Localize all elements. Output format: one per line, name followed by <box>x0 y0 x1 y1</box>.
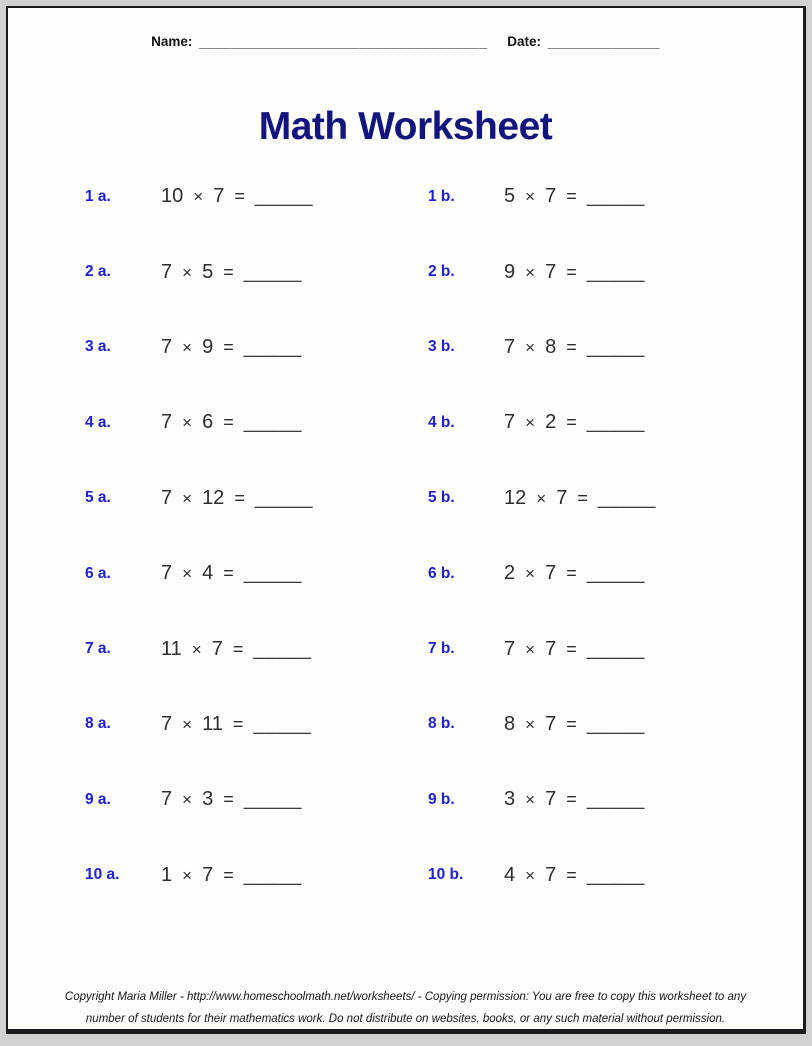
factor1: 7 <box>161 486 173 509</box>
answer-blank: _____ <box>586 335 645 358</box>
name-blank-line: ____________________________________ <box>199 34 488 49</box>
problem-10a <box>85 838 428 913</box>
worksheet-page <box>6 6 806 1034</box>
equals-sign: = <box>223 412 234 433</box>
multiply-icon: × <box>191 639 202 659</box>
problem-expression <box>504 336 645 359</box>
problem-5b <box>428 461 771 536</box>
problem-number-label: 9 b. <box>428 790 455 808</box>
answer-blank: _____ <box>243 562 302 585</box>
multiply-icon: × <box>182 262 193 282</box>
factor2: 7 <box>545 185 557 208</box>
multiply-icon: × <box>193 187 204 207</box>
page-title: Math Worksheet <box>258 105 553 148</box>
answer-blank: _____ <box>243 260 302 283</box>
equals-sign: = <box>234 487 245 508</box>
problem-9a <box>85 762 428 837</box>
problem-3b <box>428 310 771 385</box>
factor2: 7 <box>545 712 557 735</box>
problem-8b <box>428 687 771 762</box>
equals-sign: = <box>223 789 234 810</box>
factor1: 1 <box>161 863 173 886</box>
answer-blank: _____ <box>243 863 302 886</box>
equals-sign: = <box>566 864 577 885</box>
multiply-icon: × <box>182 488 193 508</box>
factor1: 4 <box>504 863 516 886</box>
factor1: 7 <box>161 260 173 283</box>
equals-sign: = <box>566 713 577 734</box>
problem-grid <box>85 159 771 913</box>
equals-sign: = <box>223 864 234 885</box>
factor1: 7 <box>161 562 173 585</box>
answer-blank: _____ <box>597 486 656 509</box>
factor2: 6 <box>202 411 214 434</box>
multiply-icon: × <box>525 714 536 734</box>
multiply-icon: × <box>182 337 193 357</box>
problem-expression <box>504 185 645 208</box>
name-label: Name: <box>151 34 193 49</box>
problem-number-label: 7 a. <box>85 640 111 658</box>
factor1: 3 <box>504 788 516 811</box>
factor1: 7 <box>504 411 516 434</box>
answer-blank: _____ <box>254 185 313 208</box>
factor1: 9 <box>504 260 516 283</box>
factor2: 11 <box>202 712 223 735</box>
answer-blank: _____ <box>586 185 645 208</box>
problem-number-label: 5 b. <box>428 489 455 507</box>
factor1: 8 <box>504 712 516 735</box>
answer-blank: _____ <box>586 637 645 660</box>
factor2: 8 <box>545 335 557 358</box>
problem-number-label: 5 a. <box>85 489 111 507</box>
answer-blank: _____ <box>586 863 645 886</box>
equals-sign: = <box>223 563 234 584</box>
copyright-footer <box>8 986 803 1030</box>
problem-expression <box>161 336 302 359</box>
multiply-icon: × <box>182 865 193 885</box>
equals-sign: = <box>223 336 234 357</box>
problem-8a <box>85 687 428 762</box>
problem-expression <box>504 261 645 284</box>
factor2: 7 <box>202 863 214 886</box>
problem-number-label: 8 a. <box>85 715 111 733</box>
problem-7a <box>85 611 428 686</box>
multiply-icon: × <box>182 714 193 734</box>
problem-number-label: 6 a. <box>85 564 111 582</box>
copyright-line-2: number of students for their mathematics work. Do not distribute on websites, books, or any such material without permission. <box>85 1013 726 1025</box>
equals-sign: = <box>566 412 577 433</box>
problem-1b <box>428 159 771 234</box>
equals-sign: = <box>232 638 244 659</box>
problem-4a <box>85 385 428 460</box>
multiply-icon: × <box>525 262 536 282</box>
factor2: 9 <box>202 335 214 358</box>
problem-expression <box>504 487 656 510</box>
multiply-icon: × <box>525 639 536 659</box>
factor1: 7 <box>161 712 173 735</box>
equals-sign: = <box>566 563 577 584</box>
problem-expression <box>504 562 645 585</box>
equals-sign: = <box>566 336 577 357</box>
name-date-row <box>8 34 803 49</box>
factor1: 7 <box>504 335 516 358</box>
multiply-icon: × <box>182 790 193 810</box>
factor1: 7 <box>161 335 173 358</box>
equals-sign: = <box>566 186 577 207</box>
answer-blank: _____ <box>253 637 312 660</box>
problem-expression <box>161 261 302 284</box>
answer-blank: _____ <box>586 562 645 585</box>
date-blank-line: ______________ <box>547 34 660 49</box>
multiply-icon: × <box>525 564 536 584</box>
equals-sign: = <box>566 638 577 659</box>
factor2: 7 <box>556 486 568 509</box>
factor2: 7 <box>545 637 557 660</box>
multiply-icon: × <box>525 187 536 207</box>
problem-6b <box>428 536 771 611</box>
answer-blank: _____ <box>243 411 302 434</box>
factor1: 2 <box>504 562 516 585</box>
problem-9b <box>428 762 771 837</box>
factor2: 7 <box>213 185 225 208</box>
factor1: 5 <box>504 185 516 208</box>
factor1: 7 <box>504 637 516 660</box>
multiply-icon: × <box>182 413 193 433</box>
answer-blank: _____ <box>243 335 302 358</box>
problem-number-label: 2 a. <box>85 263 111 281</box>
factor1: 7 <box>161 411 173 434</box>
problem-number-label: 7 b. <box>428 640 455 658</box>
problem-expression <box>161 185 313 208</box>
multiply-icon: × <box>525 413 536 433</box>
factor2: 3 <box>202 788 214 811</box>
factor2: 7 <box>545 562 557 585</box>
factor2: 12 <box>202 486 225 509</box>
factor2: 2 <box>545 411 557 434</box>
problem-number-label: 1 b. <box>428 187 455 205</box>
multiply-icon: × <box>525 865 536 885</box>
problem-3a <box>85 310 428 385</box>
problem-expression <box>161 713 311 736</box>
problem-7b <box>428 611 771 686</box>
problem-10b <box>428 838 771 913</box>
problem-expression <box>161 562 302 585</box>
factor1: 10 <box>161 185 184 208</box>
answer-blank: _____ <box>253 712 312 735</box>
answer-blank: _____ <box>254 486 313 509</box>
multiply-icon: × <box>525 337 536 357</box>
problem-expression <box>504 864 645 887</box>
answer-blank: _____ <box>586 712 645 735</box>
problem-expression <box>161 487 313 510</box>
problem-number-label: 10 a. <box>85 866 120 884</box>
problem-number-label: 3 a. <box>85 338 111 356</box>
problem-number-label: 3 b. <box>428 338 455 356</box>
problem-1a <box>85 159 428 234</box>
problem-number-label: 2 b. <box>428 263 455 281</box>
problem-expression <box>161 411 302 434</box>
problem-number-label: 1 a. <box>85 187 111 205</box>
problem-number-label: 10 b. <box>428 866 464 884</box>
problem-expression <box>161 638 311 661</box>
problem-number-label: 4 a. <box>85 413 111 431</box>
equals-sign: = <box>234 186 245 207</box>
problem-2b <box>428 234 771 309</box>
multiply-icon: × <box>536 488 547 508</box>
problem-2a <box>85 234 428 309</box>
problem-expression <box>504 788 645 811</box>
answer-blank: _____ <box>243 788 302 811</box>
problem-expression <box>504 713 645 736</box>
equals-sign: = <box>577 487 588 508</box>
equals-sign: = <box>566 789 577 810</box>
problem-expression <box>504 638 645 661</box>
problem-number-label: 9 a. <box>85 790 111 808</box>
equals-sign: = <box>223 261 234 282</box>
factor2: 7 <box>545 788 557 811</box>
multiply-icon: × <box>182 564 193 584</box>
problem-expression <box>161 864 302 887</box>
problem-6a <box>85 536 428 611</box>
copyright-line-1: Copyright Maria Miller - http://www.homeschoolmath.net/worksheets/ - Copying permission: You are free to copy this worksheet to any <box>64 991 747 1003</box>
answer-blank: _____ <box>586 411 645 434</box>
answer-blank: _____ <box>586 260 645 283</box>
problem-4b <box>428 385 771 460</box>
equals-sign: = <box>566 261 577 282</box>
factor2: 7 <box>545 260 557 283</box>
answer-blank: _____ <box>586 788 645 811</box>
factor2: 4 <box>202 562 214 585</box>
factor2: 7 <box>545 863 557 886</box>
factor2: 7 <box>211 637 223 660</box>
problem-expression <box>504 411 645 434</box>
problem-5a <box>85 461 428 536</box>
problem-expression <box>161 788 302 811</box>
equals-sign: = <box>232 713 244 734</box>
problem-number-label: 4 b. <box>428 413 455 431</box>
problem-number-label: 8 b. <box>428 715 455 733</box>
factor1: 12 <box>504 486 527 509</box>
factor1: 11 <box>161 637 182 660</box>
problem-number-label: 6 b. <box>428 564 455 582</box>
factor1: 7 <box>161 788 173 811</box>
date-label: Date: <box>507 34 541 49</box>
factor2: 5 <box>202 260 214 283</box>
multiply-icon: × <box>525 790 536 810</box>
